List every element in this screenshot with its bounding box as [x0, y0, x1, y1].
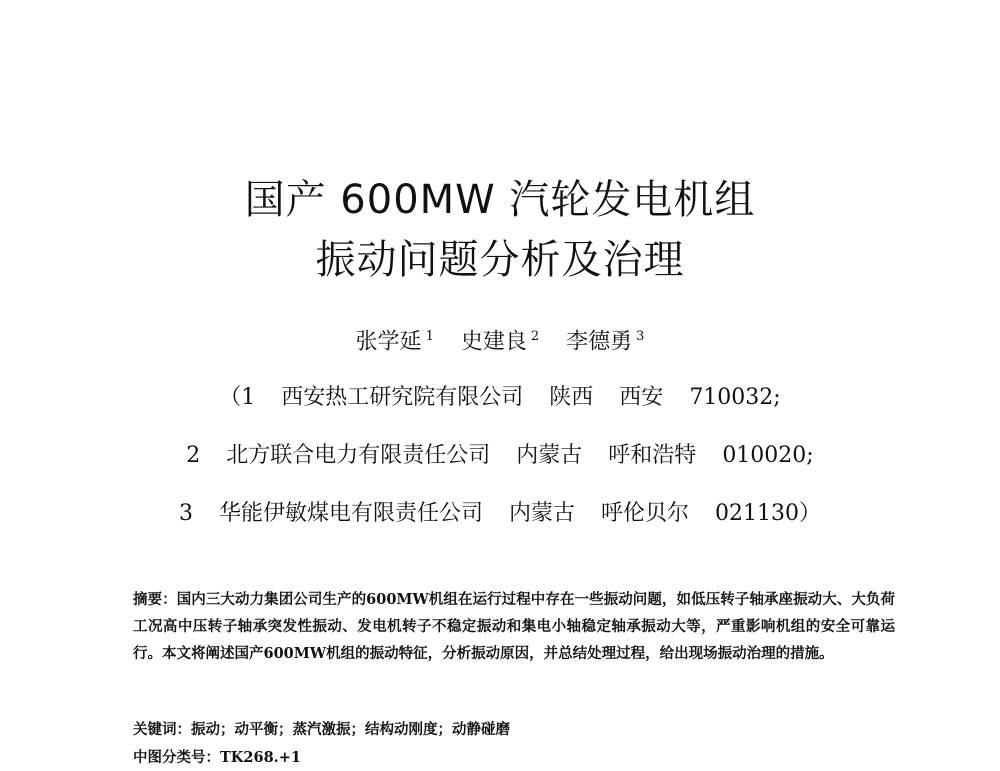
author	[461, 322, 539, 357]
affiliation-line	[0, 499, 1000, 529]
affiliation-index: 3	[178, 501, 193, 526]
author-affiliation-index: 3	[636, 329, 645, 344]
affiliation-line	[0, 383, 1000, 413]
paper-title-line-1: 国产 600MW 汽轮发电机组	[244, 177, 756, 223]
author-affiliation-index: 1	[425, 329, 434, 344]
affiliation-zip: 010020;	[722, 443, 814, 468]
affiliation-province: 内蒙古	[509, 501, 576, 526]
abstract	[133, 586, 895, 667]
affiliation-org: 华能伊敏煤电有限责任公司	[218, 501, 483, 526]
paper-title-line-2: 振动问题分析及治理	[315, 237, 685, 283]
abstract-text: 国内三大动力集团公司生产的600MW机组在运行过程中存在一些振动问题，如低压转子轴承座振动大、大负荷工况高中压转子轴承突发性振动、发电机转子不稳定振动和集电小轴稳定轴承振动大等，严重影响机组的安全可靠运行。本文将阐述国产600MW机组的振动特征，分析振动原因，并总结处理过程，给出现场振动治理的措施。	[133, 591, 895, 662]
affiliation-zip: 710032;	[689, 385, 781, 410]
affiliation-index: （1	[219, 385, 256, 410]
keywords	[133, 716, 895, 743]
affiliation-org: 西安热工研究院有限公司	[281, 385, 524, 410]
affiliation-province: 内蒙古	[516, 443, 583, 468]
affiliation-line	[0, 441, 1000, 471]
author	[566, 322, 644, 357]
affiliation-index: 2	[186, 443, 201, 468]
author-affiliation-index: 2	[530, 329, 540, 344]
author-name: 张学延	[355, 329, 422, 355]
classification-number	[133, 744, 895, 771]
author	[356, 322, 434, 357]
author-list	[0, 322, 1000, 357]
affiliation-zip: 021130）	[715, 501, 822, 526]
affiliation-city: 呼和浩特	[608, 443, 697, 468]
keywords-label: 关键词：	[133, 721, 191, 738]
author-name: 史建良	[460, 329, 527, 355]
abstract-label: 摘要：	[133, 591, 177, 608]
classification-text: TK268.+1	[220, 749, 301, 766]
affiliation-city: 呼伦贝尔	[601, 501, 690, 526]
keywords-text: 振动；动平衡；蒸汽激振；结构动刚度；动静碰磨	[191, 721, 510, 738]
classification-label: 中图分类号：	[133, 749, 220, 766]
author-name: 李德勇	[566, 329, 633, 355]
affiliation-org: 北方联合电力有限责任公司	[226, 443, 491, 468]
affiliation-city: 西安	[619, 385, 664, 410]
affiliation-province: 陕西	[549, 385, 594, 410]
